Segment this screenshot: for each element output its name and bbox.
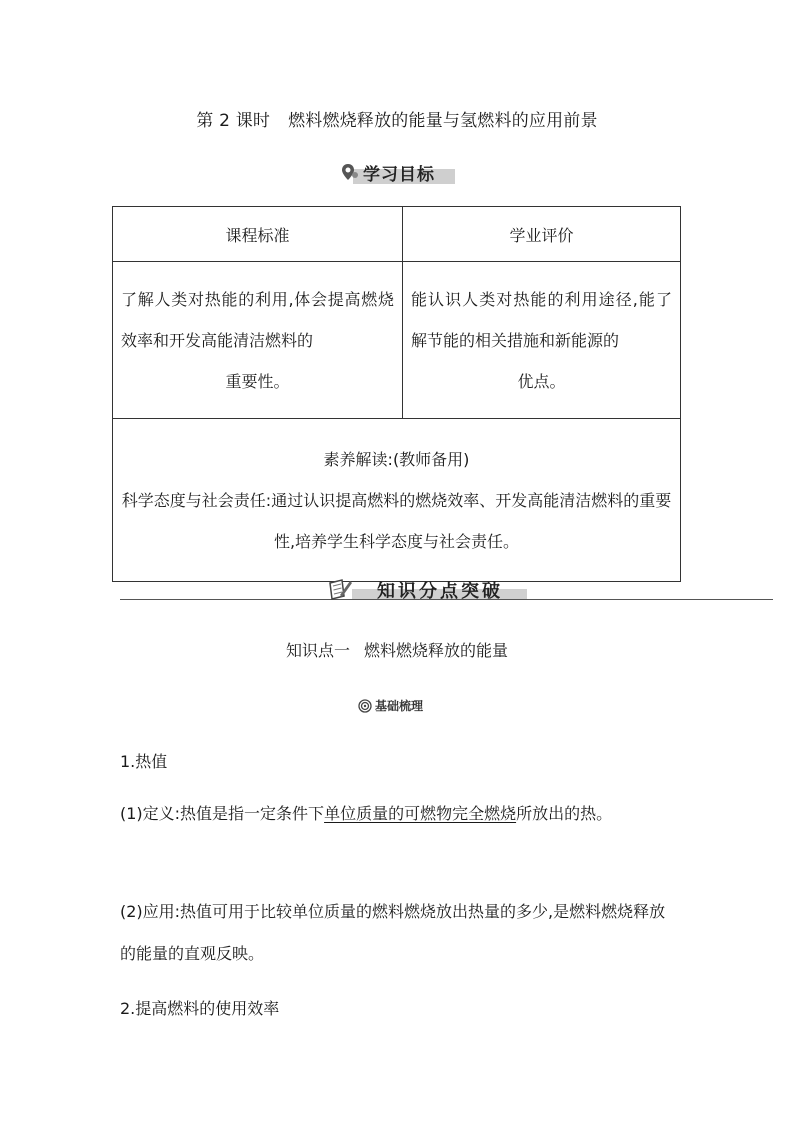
column-header-standard: 课程标准 [113, 207, 403, 262]
basic-review-label [358, 697, 423, 714]
evaluation-cell [403, 262, 681, 419]
heat-value-heading: 1.热值 [120, 752, 168, 771]
definition-prefix: (1)定义:热值是指一定条件下 [120, 804, 325, 823]
literacy-body: 科学态度与社会责任:通过认识提高燃料的燃烧效率、开发高能清洁燃料的重要性,培养学生科学态度与社会责任。 [121, 490, 672, 551]
notebook-pen-icon [327, 577, 353, 601]
evaluation-text-end: 优点。 [517, 371, 566, 391]
heat-value-application: (2)应用:热值可用于比较单位质量的燃料燃烧放出热量的多少,是燃料燃烧释放的能量的直观反映。 [120, 902, 666, 963]
literacy-heading: 素养解读:(教师备用) [323, 449, 470, 469]
spiral-icon [358, 699, 372, 713]
knowledge-point-label: 知识点一 [285, 641, 350, 660]
definition-key-phrase: 单位质量的可燃物完全燃烧 [324, 804, 517, 823]
section-title: 知识分点突破 [377, 581, 503, 602]
efficiency-heading: 2.提高燃料的使用效率 [120, 999, 280, 1018]
knowledge-point-title [0, 638, 794, 661]
heat-value-definition [120, 793, 680, 835]
lesson-topic: 燃料燃烧释放的能量与氢燃料的应用前景 [288, 111, 598, 131]
knowledge-point-topic: 燃料燃烧释放的能量 [364, 641, 509, 660]
standard-text-end: 重要性。 [225, 371, 290, 391]
standard-cell [113, 262, 403, 419]
literacy-cell [113, 419, 681, 582]
learning-goals-banner [341, 160, 455, 186]
evaluation-text: 能认识人类对热能的利用途径,能了解节能的相关措施和新能源的 [411, 289, 672, 350]
column-header-evaluation: 学业评价 [403, 207, 681, 262]
lesson-title [0, 106, 794, 131]
learning-goals-title: 学习目标 [363, 165, 435, 185]
basic-review-text: 基础梳理 [375, 699, 424, 713]
definition-suffix: 所放出的热。 [516, 804, 613, 823]
standard-text: 了解人类对热能的利用,体会提高燃烧效率和开发高能清洁燃料的 [121, 289, 394, 350]
goals-table [112, 206, 681, 582]
location-pin-icon [341, 163, 359, 183]
lesson-number: 第 2 课时 [196, 111, 271, 131]
